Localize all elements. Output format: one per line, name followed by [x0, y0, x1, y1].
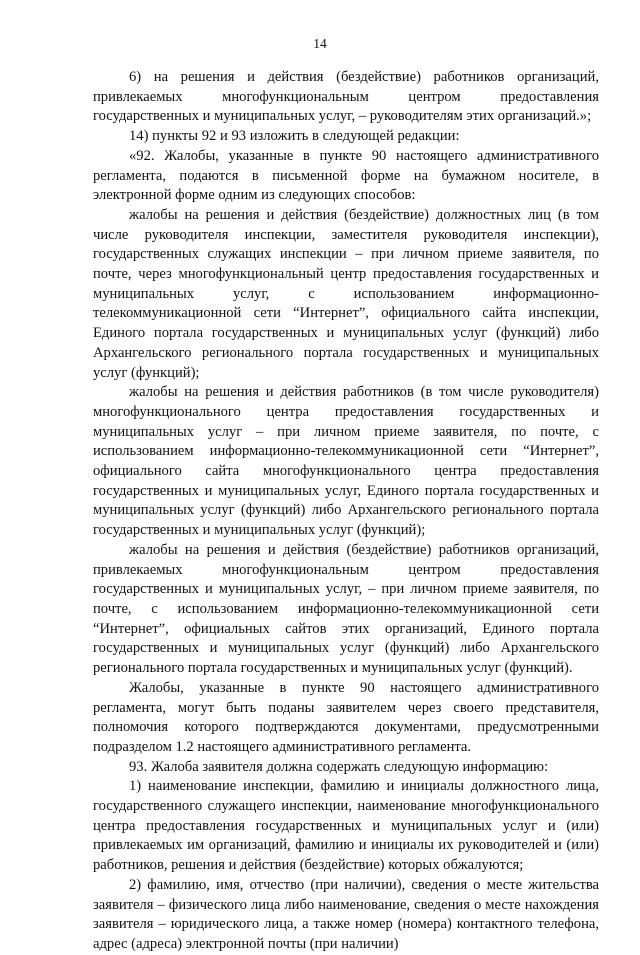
paragraph-complaint-organizations: жалобы на решения и действия (бездействие) работников организаций, привлекаемых многофункциональным центром предоставления государственных и муниципальных услуг, – при личном приеме заявителя, по почте, с использованием информационно-телекоммуникационной сети “Интернет”, официальных сайтов этих организаций, Единого портала государственных и муниципальных услуг (функций) либо Архангельского регионального портала государственных и муниципальных услуг (функций).: [93, 541, 599, 677]
page-number: 14: [313, 36, 327, 51]
paragraph-clause-92: «92. Жалобы, указанные в пункте 90 настоящего административного регламента, подаются в письменной форме на бумажном носителе, в электронной форме одним из следующих способов:: [93, 147, 599, 204]
paragraph-representative: Жалобы, указанные в пункте 90 настоящего административного регламента, могут быть поданы заявителем через своего представителя, полномочия которого подтверждаются документами, предусмотренными подразделом 1.2 настоящего административного регламента.: [93, 679, 599, 755]
paragraph-item-6: 6) на решения и действия (бездействие) работников организаций, привлекаемых многофункциональным центром предоставления государственных и муниципальных услуг, – руководителям этих организаций.»;: [93, 69, 599, 125]
document-body: [93, 68, 599, 955]
paragraph-subitem-2: 2) фамилию, имя, отчество (при наличии), сведения о месте жительства заявителя – физического лица либо наименование, сведения о месте нахождения заявителя – юридического лица, а также номер (номера) контактного телефона, адрес (адреса) электронной почты (при наличии): [93, 876, 599, 952]
paragraph-amendment-14: 14) пункты 92 и 93 изложить в следующей редакции:: [129, 128, 460, 145]
paragraph-complaint-officials: жалобы на решения и действия (бездействие) должностных лиц (в том числе руководителя инспекции, заместителя руководителя инспекции), государственных служащих инспекции – при личном приеме заявителя, по почте, через многофункциональный центр предоставления государственных и муниципальных услуг, с использованием информационно-телекоммуникационной сети “Интернет”, официального сайта инспекции, Единого портала государственных и муниципальных услуг (функций) либо Архангельского регионального портала государственных и муниципальных услуг (функций);: [93, 206, 599, 381]
paragraph-subitem-1: 1) наименование инспекции, фамилию и инициалы должностного лица, государственного служащего инспекции, наименование многофункционального центра предоставления государственных и муниципальных услуг и (или) привлекаемых им организаций, фамилию и инициалы их руководителей и (или) работников, решения и действия (бездействие) которых обжалуются;: [93, 778, 599, 874]
paragraph-clause-93: 93. Жалоба заявителя должна содержать следующую информацию:: [129, 758, 549, 775]
paragraph-complaint-mfc: жалобы на решения и действия работников (в том числе руководителя) многофункционального центра предоставления государственных и муниципальных услуг – при личном приеме заявителя, по почте, с использованием информационно-телекоммуникационной сети “Интернет”, официального сайта многофункционального центра предоставления государственных и муниципальных услуг, Единого портала государственных и муниципальных услуг (функций) либо Архангельского регионального портала государственных и муниципальных услуг (функций);: [93, 384, 599, 539]
